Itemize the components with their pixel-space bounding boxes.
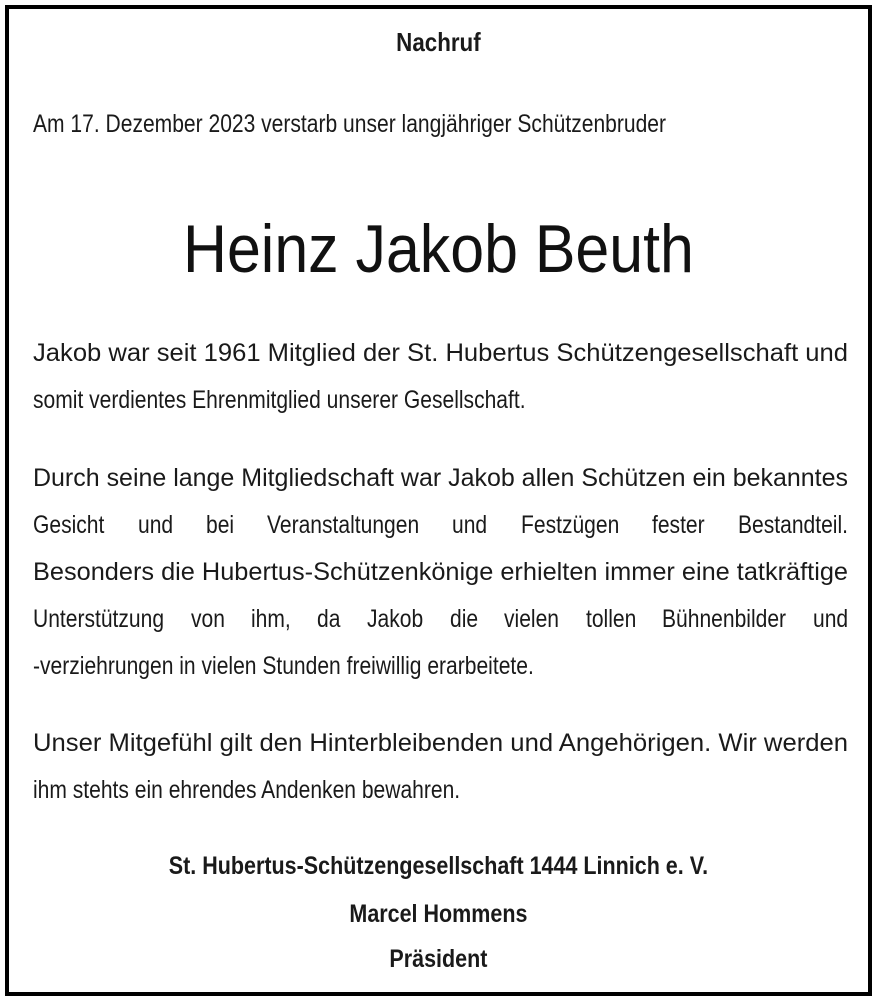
signature-role: Präsident bbox=[389, 945, 488, 973]
paragraph-line: somit verdientes Ehrenmitglied unserer Gesellschaft. bbox=[33, 386, 526, 414]
paragraph-line: -verziehrungen in vielen Stunden freiwillig erarbeitete. bbox=[33, 652, 534, 680]
paragraph-line: Besonders die Hubertus-Schützenkönige erhielten immer eine tatkräftige bbox=[33, 558, 848, 586]
paragraph-line: Unser Mitgefühl gilt den Hinterbleibenden und Angehörigen. Wir werden bbox=[33, 729, 848, 757]
paragraph-line: Jakob war seit 1961 Mitglied der St. Hubertus Schützengesellschaft und bbox=[33, 339, 848, 367]
paragraph-line-justified: Unterstützung von ihm, da Jakob die vielen tollen Bühnenbilder und bbox=[33, 605, 849, 633]
paragraph-membership bbox=[33, 330, 848, 424]
intro-text: Am 17. Dezember 2023 verstarb unser langjähriger Schützenbruder bbox=[33, 110, 667, 138]
paragraph-activities bbox=[33, 455, 848, 690]
paragraph-line: ihm stehts ein ehrendes Andenken bewahren. bbox=[33, 776, 461, 804]
paragraph-line-justified: Gesicht und bei Veranstaltungen und Festzügen fester Bestandteil. bbox=[33, 511, 848, 539]
heading: Nachruf bbox=[396, 27, 481, 57]
signature-person: Marcel Hommens bbox=[349, 900, 528, 928]
paragraph-line: Durch seine lange Mitgliedschaft war Jakob allen Schützen ein bekanntes bbox=[33, 464, 848, 492]
deceased-name: Heinz Jakob Beuth bbox=[183, 211, 694, 287]
signature-organization: St. Hubertus-Schützengesellschaft 1444 Linnich e. V. bbox=[168, 852, 709, 880]
paragraph-condolences bbox=[33, 720, 848, 814]
